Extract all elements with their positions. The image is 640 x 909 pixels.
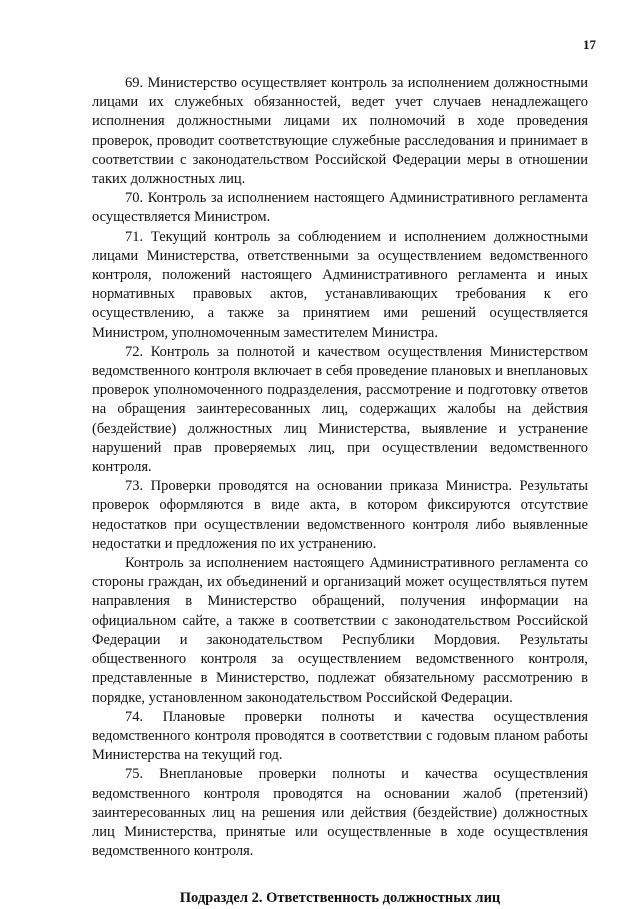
paragraph-73: 73. Проверки проводятся на основании приказа Министра. Результаты проверок оформляются в виде акта, в котором фиксируются отсутствие недостатков при осуществлении ведомственного контроля либо выявленные недостатки и предложения по их устранению.	[92, 478, 588, 552]
paragraph-72: 72. Контроль за полнотой и качеством осуществления Министерством ведомственного контроля включает в себя проведение плановых и внеплановых проверок уполномоченного подразделения, рассмотрение и подготовку ответов на обращения заинтересованных лиц, содержащих жалобы на действия (бездействие) должностных лиц Министерства, выявление и устранение нарушений прав проверяемых лиц, при осуществлении ведомственного контроля.	[92, 343, 588, 476]
paragraph-public-control: Контроль за исполнением настоящего Административного регламента со стороны граждан, их объединений и организаций может осуществляться путем направления в Министерство обращений, получения информации на официальном сайте, а также в соответствии с законодательством Российской Федерации и законодательством Республики Мордовия. Результаты общественного контроля за осуществлением ведомственного контроля, представленные в Министерство, подлежат обязательному рассмотрению в порядке, установленном законодательством Российской Федерации.	[92, 555, 588, 706]
paragraph-71: 71. Текущий контроль за соблюдением и исполнением должностными лицами Министерства, ответственными за осуществлением ведомственного контроля, положений настоящего Административного регламента и иных нормативных правовых актов, устанавливающих требования к его осуществлению, а также за принятием ими решений осуществляется Министром, уполномоченным заместителем Министра.	[92, 228, 588, 341]
paragraph-75: 75. Внеплановые проверки полноты и качества осуществления ведомственного контроля проводятся на основании жалоб (претензий) заинтересованных лиц на решения или действия (бездействие) должностных лиц Министерства, принятые или осуществленные в ходе осуществления ведомственного контроля.	[92, 766, 588, 860]
paragraph-74: 74. Плановые проверки полноты и качества осуществления ведомственного контроля проводятся в соответствии с годовым планом работы Министерства на текущий год.	[92, 708, 588, 764]
paragraph-69: 69. Министерство осуществляет контроль за исполнением должностными лицами их служебных обязанностей, ведет учет случаев ненадлежащего исполнения должностными лицами их полномочий в ходе проведения проверок, проводит соответствующие служебные расследования и принимает в соответствии с законодательством Российской Федерации меры в отношении таких должностных лиц.	[92, 75, 588, 188]
document-body	[92, 74, 588, 909]
page-number: 17	[583, 37, 596, 52]
paragraph-70: 70. Контроль за исполнением настоящего Административного регламента осуществляется Министром.	[92, 190, 588, 226]
section-heading: Подраздел 2. Ответственность должностных лиц	[179, 890, 501, 907]
